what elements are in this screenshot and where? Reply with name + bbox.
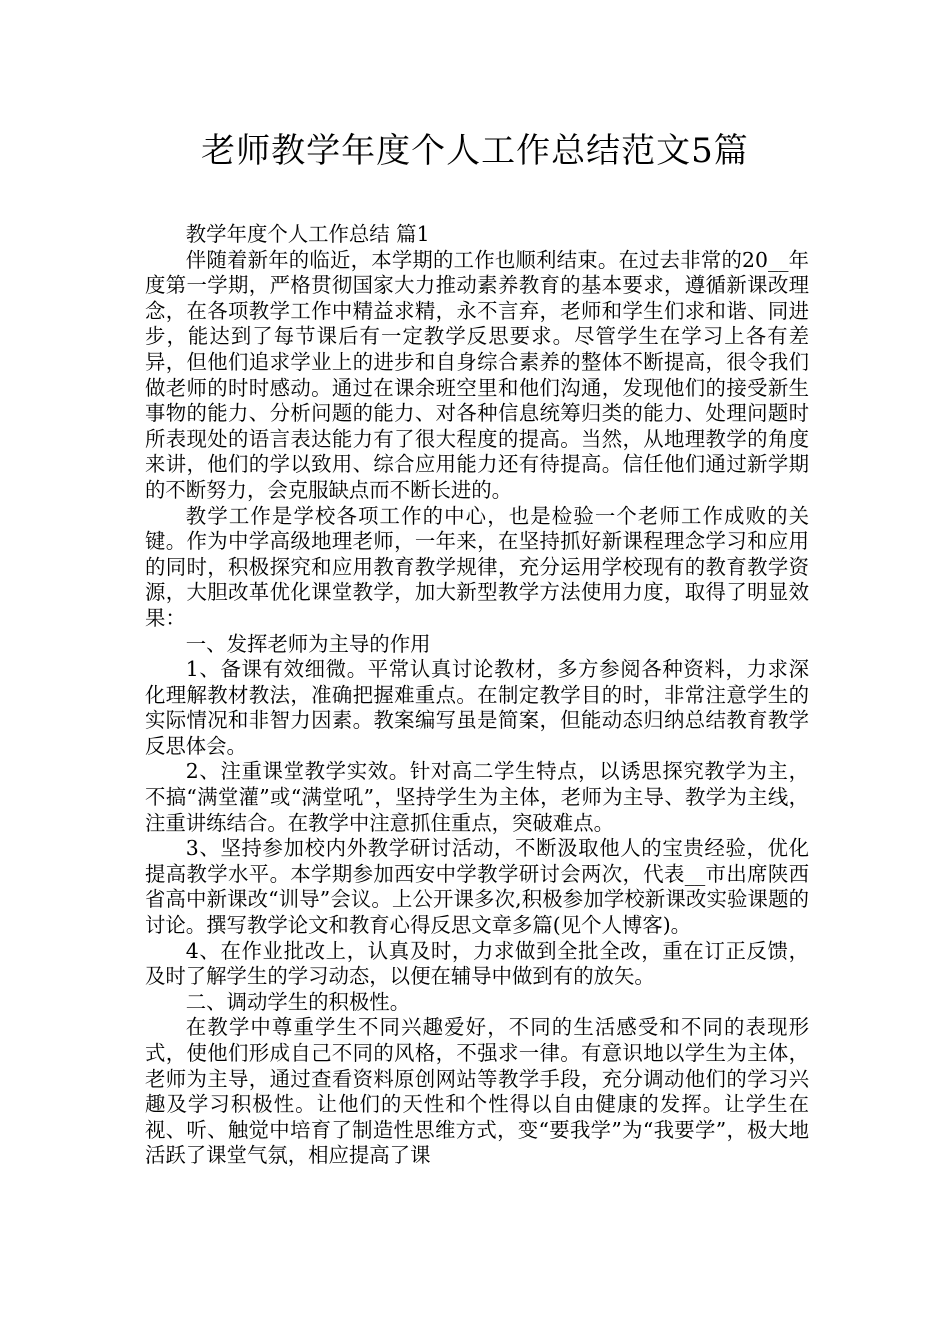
- section-heading: 二、调动学生的积极性。: [185, 989, 411, 1014]
- section-heading: 教学年度个人工作总结 篇1: [185, 222, 430, 246]
- section-heading: 一、发挥老师为主导的作用: [185, 631, 431, 656]
- paragraph: 1、备课有效细微。平常认真讨论教材，多方参阅各种资料，力求深化理解教材教法，准确把握难重点。在制定教学目的时，非常注意学生的实际情况和非智力因素。教案编写虽是简案，但能动态归纳总结教育教学反思体会。: [145, 657, 809, 758]
- paragraph: 2、注重课堂教学实效。针对高二学生特点，以诱思探究教学为主，不搞“满堂灌”或“满堂吼”，坚持学生为主体，老师为主导、教学为主线，注重讲练结合。在教学中注意抓住重点，突破难点。: [145, 759, 809, 835]
- document-body: [145, 222, 809, 1169]
- paragraph: 教学工作是学校各项工作的中心，也是检验一个老师工作成败的关键。作为中学高级地理老师，一年来，在坚持抓好新课程理念学习和应用的同时，积极探究和应用教育教学规律，充分运用学校现有的教育教学资源，大胆改革优化课堂教学，加大新型教学方法使用力度，取得了明显效果：: [145, 503, 809, 630]
- paragraph: 4、在作业批改上，认真及时，力求做到全批全改，重在订正反馈，及时了解学生的学习动态，以便在辅导中做到有的放矢。: [145, 938, 809, 989]
- paragraph: 3、坚持参加校内外教学研讨活动，不断汲取他人的宝贵经验，优化提高教学水平。本学期参加西安中学教学研讨会两次，代表__市出席陕西省高中新课改“训导”会议。上公开课多次,积极参加学校新课改实验课题的讨论。撰写教学论文和教育心得反思文章多篇(见个人博客)。: [145, 836, 809, 938]
- paragraph: 伴随着新年的临近，本学期的工作也顺利结束。在过去非常的20__年度第一学期，严格贯彻国家大力推动素养教育的基本要求，遵循新课改理念，在各项教学工作中精益求精，永不言弃，老师和学生们求和谐、同进步，能达到了每节课后有一定教学反思要求。尽管学生在学习上各有差异，但他们追求学业上的进步和自身综合素养的整体不断提高，很令我们做老师的时时感动。通过在课余班空里和他们沟通，发现他们的接受新生事物的能力、分析问题的能力、对各种信息统筹归类的能力、处理问题时所表现处的语言表达能力有了很大程度的提高。当然，从地理教学的角度来讲，他们的学以致用、综合应用能力还有待提高。信任他们通过新学期的不断努力，会克服缺点而不断长进的。: [145, 247, 809, 502]
- paragraph: 在教学中尊重学生不同兴趣爱好，不同的生活感受和不同的表现形式，使他们形成自己不同的风格，不强求一律。有意识地以学生为主体，老师为主导，通过查看资料原创网站等教学手段，充分调动他们的学习兴趣及学习积极性。让他们的天性和个性得以自由健康的发挥。让学生在视、听、触觉中培育了制造性思维方式，变“要我学”为“我要学”，极大地活跃了课堂气氛，相应提高了课: [145, 1015, 809, 1168]
- document-title: 老师教学年度个人工作总结范文5篇: [201, 131, 749, 171]
